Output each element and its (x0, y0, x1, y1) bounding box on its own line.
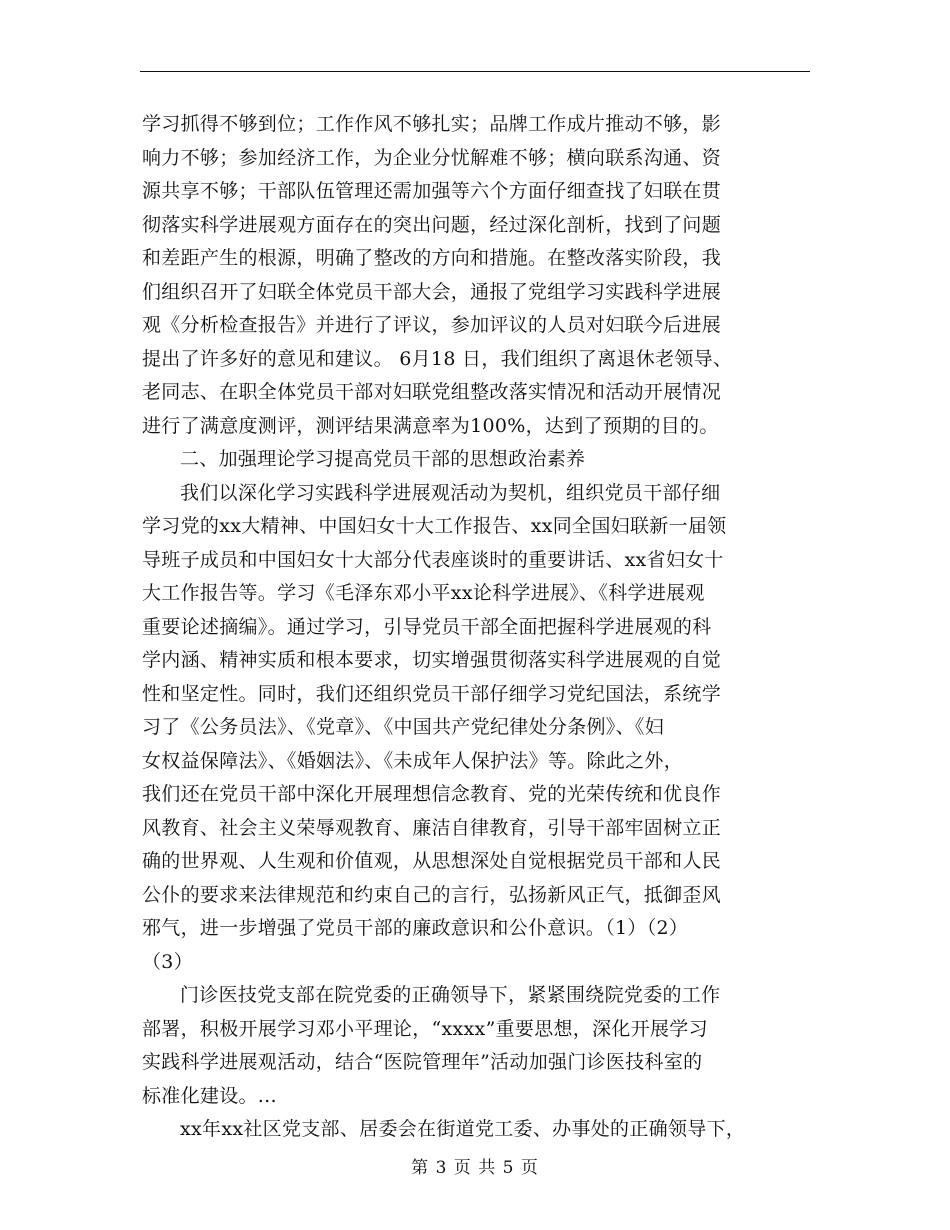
text-line: 进行了满意度测评，测评结果满意率为100%，达到了预期的目的。 (142, 414, 719, 437)
text-line: 观《分析检查报告》并进行了评议，参加评议的人员对妇联今后进展 (142, 314, 722, 336)
text-line: 们组织召开了妇联全体党员干部大会，通报了党组学习实践科学进展 (142, 280, 722, 303)
text-line: 实践科学进展观活动，结合“医院管理年”活动加强门诊医技科室的 (142, 1051, 703, 1073)
page-number: 第 3 页 共 5 页 (411, 1158, 539, 1178)
text-line: 学内涵、精神实质和根本要求，切实增强贯彻落实科学进展观的自觉 (142, 649, 722, 671)
text-line: 公仆的要求来法律规范和约束自己的言行，弘扬新风正气，抵御歪风 (142, 883, 722, 906)
text-line: 性和坚定性。同时，我们还组织党员干部仔细学习党纪国法，系统学 (142, 682, 722, 705)
text-line: 女权益保障法》、《婚姻法》、《未成年人保护法》等。除此之外， (142, 749, 684, 772)
document-body (142, 108, 812, 1147)
text-line: 导班子成员和中国妇女十大部分代表座谈时的重要讲话、xx省妇女十 (142, 548, 724, 571)
text-line: 和差距产生的根源，明确了整改的方向和措施。在整改落实阶段，我 (142, 247, 722, 269)
text-line: 标准化建设。... (142, 1084, 277, 1107)
text-line: 我们以深化学习实践科学进展观活动为契机，组织党员干部仔细 (180, 481, 721, 504)
text-line: 老同志、在职全体党员干部对妇联党组整改落实情况和活动开展情况 (142, 381, 722, 403)
text-line: 学习党的xx大精神、中国妇女十大工作报告、xx同全国妇联新一届领 (142, 515, 727, 537)
text-line: 习了《公务员法》、《党章》、《中国共产党纪律处分条例》、《妇 (142, 716, 665, 738)
text-line: 源共享不够；干部队伍管理还需加强等六个方面仔细查找了妇联在贯 (142, 180, 722, 202)
text-line: 提出了许多好的意见和建议。 6月18 日，我们组织了离退休老领导、 (142, 347, 733, 370)
text-line: 学习抓得不够到位；工作作风不够扎实；品牌工作成片推动不够，影 (142, 113, 722, 135)
text-line: 二、加强理论学习提高党员干部的思想政治素养 (180, 448, 586, 470)
text-line: 部署，积极开展学习邓小平理论，“xxxx”重要思想，深化开展学习 (142, 1017, 708, 1040)
text-line: 邪气，进一步增强了党员干部的廉政意识和公仆意识。（1）（2） (142, 917, 689, 939)
text-line: 彻落实科学进展观方面存在的突出问题，经过深化剖析，找到了问题 (142, 213, 722, 236)
text-line: 重要论述摘编》。通过学习，引导党员干部全面把握科学进展观的科 (142, 615, 712, 638)
header-rule (140, 71, 810, 72)
text-line: 确的世界观、人生观和价值观，从思想深处自觉根据党员干部和人民 (142, 850, 722, 872)
text-line: 大工作报告等。学习《毛泽东邓小平xx论科学进展》、《科学进展观 (142, 582, 705, 604)
text-line: 我们还在党员干部中深化开展理想信念教育、党的光荣传统和优良作 (142, 783, 722, 805)
text-line: 响力不够；参加经济工作，为企业分忧解难不够；横向联系沟通、资 (142, 146, 722, 169)
text-line: （3） (142, 950, 193, 973)
text-line: xx年xx社区党支部、居委会在街道党工委、办事处的正确领导下， (180, 1118, 746, 1140)
text-line: 门诊医技党支部在院党委的正确领导下，紧紧围绕院党委的工作 (180, 984, 721, 1006)
text-line: 风教育、社会主义荣辱观教育、廉洁自律教育，引导干部牢固树立正 (142, 816, 722, 839)
